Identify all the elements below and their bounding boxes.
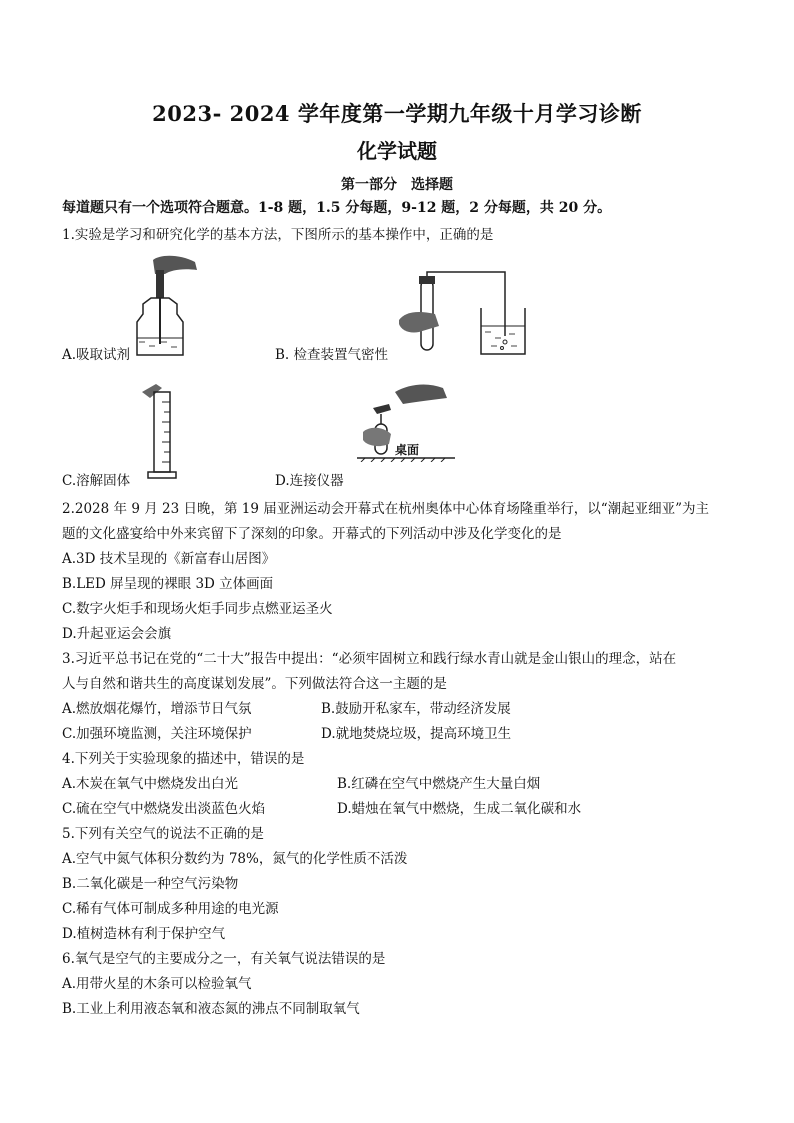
subject-title: 化学试题 bbox=[357, 139, 437, 163]
q5-option-d: D.植树造林有利于保护空气 bbox=[62, 926, 226, 942]
q1-stem: 1.实验是学习和研究化学的基本方法，下图所示的基本操作中，正确的是 bbox=[62, 227, 494, 243]
q2-stem-line2: 题的文化盛宴给中外来宾留下了深刻的印象。开幕式的下列活动中涉及化学变化的是 bbox=[62, 526, 562, 542]
q1-option-a: A.吸取试剂 bbox=[62, 347, 131, 363]
q3-option-c: C.加强环境监测，关注环境保护 bbox=[62, 726, 252, 742]
figure-d-connect-apparatus bbox=[355, 378, 465, 462]
instructions: 每道题只有一个选项符合题意。1-8 题，1.5 分每题，9-12 题，2 分每题，共 20 分。 bbox=[62, 200, 612, 216]
q2-option-a: A.3D 技术呈现的《新富春山居图》 bbox=[62, 551, 276, 567]
q5-option-b: B.二氧化碳是一种空气污染物 bbox=[62, 876, 239, 892]
q4-option-c: C.硫在空气中燃烧发出淡蓝色火焰 bbox=[62, 801, 266, 817]
q1-option-d: D.连接仪器 bbox=[275, 473, 344, 489]
q4-stem: 4.下列关于实验现象的描述中，错误的是 bbox=[62, 751, 305, 767]
q1-option-c: C.溶解固体 bbox=[62, 473, 131, 489]
figure-c-graduated-cylinder bbox=[140, 382, 190, 484]
q1-option-b: B. 检查装置气密性 bbox=[275, 347, 389, 363]
part-heading: 第一部分 选择题 bbox=[341, 177, 453, 193]
q2-stem-line1: 2.2028 年 9 月 23 日晚，第 19 届亚洲运动会开幕式在杭州奥体中心体育场隆重举行，以“潮起亚细亚”为主 bbox=[62, 501, 710, 517]
q6-stem: 6.氧气是空气的主要成分之一，有关氧气说法错误的是 bbox=[62, 951, 386, 967]
q4-option-a: A.木炭在氧气中燃烧发出白光 bbox=[62, 776, 239, 792]
q5-option-c: C.稀有气体可制成多种用途的电光源 bbox=[62, 901, 279, 917]
desk-label: 桌面 bbox=[395, 443, 420, 457]
q5-option-a: A.空气中氮气体积分数约为 78%，氮气的化学性质不活泼 bbox=[62, 851, 408, 867]
q3-stem-line1: 3.习近平总书记在党的“二十大”报告中提出：“必须牢固树立和践行绿水青山就是金山银山的理念，站在 bbox=[62, 651, 677, 667]
q2-option-c: C.数字火炬手和现场火炬手同步点燃亚运圣火 bbox=[62, 601, 333, 617]
q2-option-b: B.LED 屏呈现的裸眼 3D 立体画面 bbox=[62, 576, 274, 592]
figure-b-airtightness-check bbox=[395, 268, 535, 360]
figure-a-dropper-bottle bbox=[125, 252, 205, 362]
q3-option-b: B.鼓励开私家车，带动经济发展 bbox=[321, 701, 511, 717]
q4-option-b: B.红磷在空气中燃烧产生大量白烟 bbox=[337, 776, 541, 792]
q3-option-a: A.燃放烟花爆竹，增添节日气氛 bbox=[62, 701, 252, 717]
exam-title: 2023- 2024 学年度第一学期九年级十月学习诊断 bbox=[152, 101, 642, 126]
q5-stem: 5.下列有关空气的说法不正确的是 bbox=[62, 826, 264, 842]
q6-option-b: B.工业上利用液态氧和液态氮的沸点不同制取氧气 bbox=[62, 1001, 360, 1017]
q6-option-a: A.用带火星的木条可以检验氧气 bbox=[62, 976, 252, 992]
q2-option-d: D.升起亚运会会旗 bbox=[62, 626, 172, 642]
q4-option-d: D.蜡烛在氧气中燃烧，生成二氧化碳和水 bbox=[337, 801, 582, 817]
q3-stem-line2: 人与自然和谐共生的高度谋划发展”。下列做法符合这一主题的是 bbox=[62, 676, 447, 692]
q3-option-d: D.就地焚烧垃圾，提高环境卫生 bbox=[321, 726, 512, 742]
